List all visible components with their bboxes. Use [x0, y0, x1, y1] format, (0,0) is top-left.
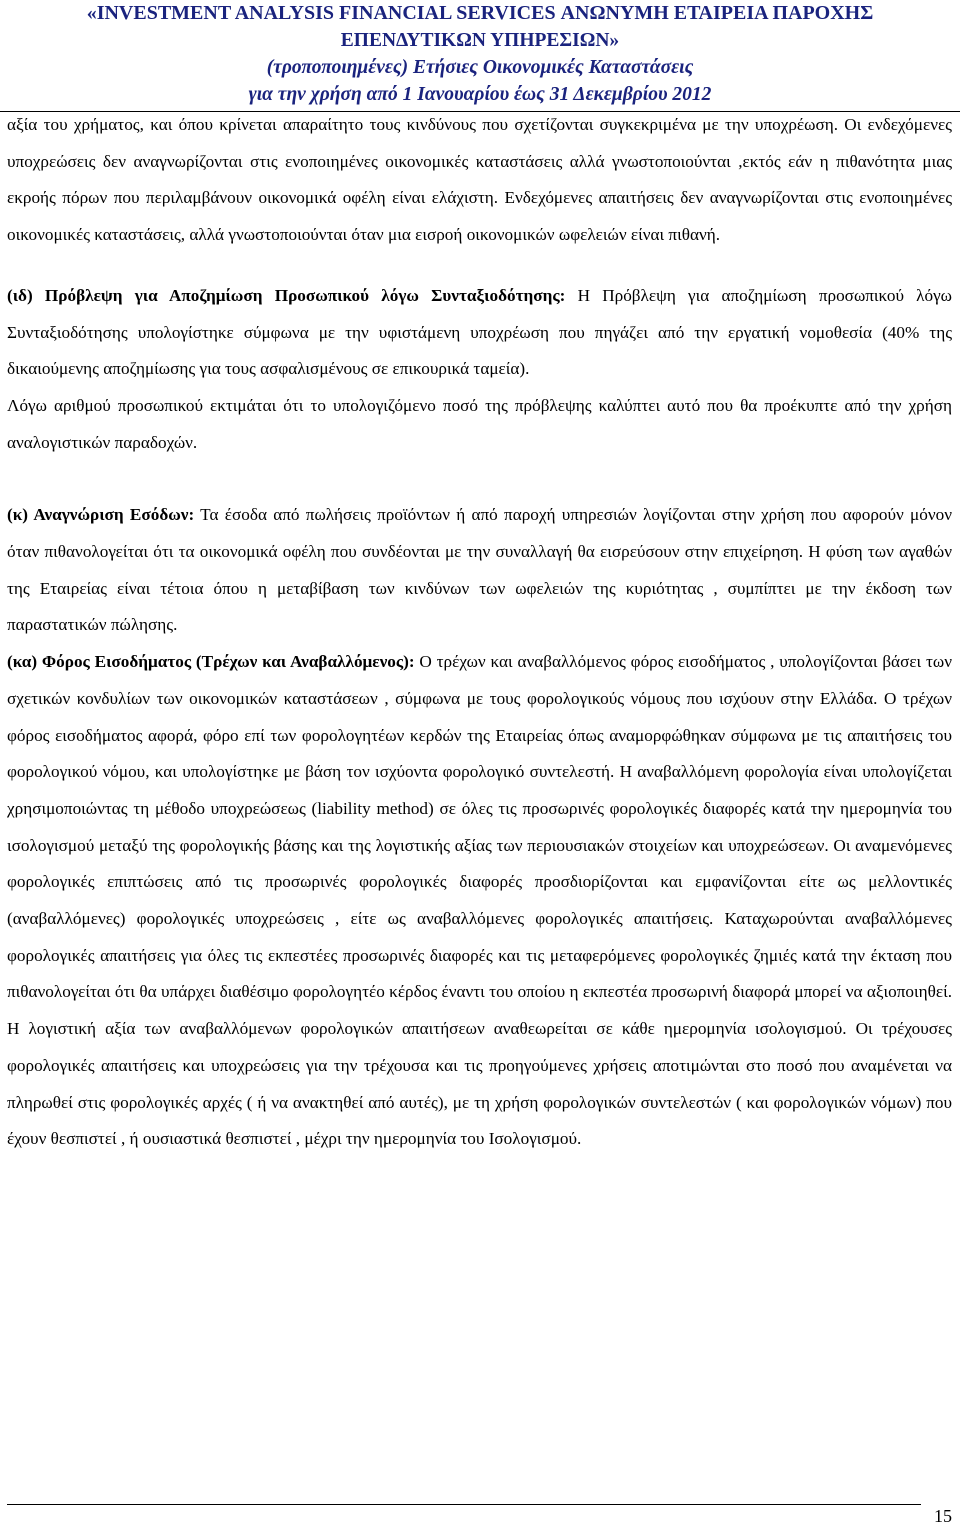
page-number: 15	[934, 1506, 952, 1526]
header-report-title: (τροποποιημένες) Ετήσιες Οικονομικές Καταστάσεις	[266, 57, 694, 78]
paragraph-contingencies: αξία του χρήματος, και όπου κρίνεται απαραίτητο τους κινδύνους που σχετίζονται συγκεκριμένα με την υποχρέωση. Οι ενδεχόμενες υποχρεώσεις δεν αναγνωρίζονται στις ενοποιημένες οικονομικές καταστάσεις αλλά γνωστοποιούνται ,εκτός εάν η πιθανότητα μιας εκροής πόρων που περιλαμβάνουν οικονομικά οφέλη είναι ελάχιστη. Ενδεχόμενες απαιτήσεις δεν αναγνωρίζονται στις ενοποιημένες οικονομικές καταστάσεις, αλλά γνωστοποιούνται όταν μια εισροή οικονομικών ωφελειών είναι πιθανή.	[7, 115, 952, 245]
header-company-name-cont: ΕΠΕΝΔΥΤΙΚΩΝ ΥΠΗΡΕΣΙΩΝ»	[340, 30, 620, 51]
section-text-retirement: Η Πρόβλεψη για αποζημίωση προσωπικού λόγω Συνταξιοδότησης υπολογίστηκε σύμφωνα με την υφιστάμενη υποχρέωση που πηγάζει από την εργατική νομοθεσία (40% της δικαιούμενης αποζημίωσης για τους ασφαλισμένους σε επικουρικά ταμεία).	[7, 285, 952, 379]
page-header	[0, 0, 960, 108]
footer-divider	[7, 1504, 921, 1505]
paragraph-revenue-recognition	[7, 497, 952, 644]
paragraph-income-tax	[7, 644, 952, 1158]
paragraph-actuarial: Λόγω αριθμού προσωπικού εκτιμάται ότι το υπολογιζόμενο ποσό της πρόβλεψης καλύπτει αυτό που θα προέκυπτε από την χρήση αναλογιστικών παραδοχών.	[7, 395, 952, 452]
section-text-income-tax: Ο τρέχων και αναβαλλόμενος φόρος εισοδήματος , υπολογίζονται βάσει των σχετικών κονδυλίων των οικονομικών καταστάσεων , σύμφωνα με τους φορολογικούς νόμους που ισχύουν στην Ελλάδα. Ο τρέχων φόρος εισοδήματος αφορά, φόρο επί των φορολογητέων κερδών της Εταιρείας όπως αναμορφώθηκαν σύμφωνα με τις απαιτήσεις του φορολογικού νόμου, και υπολογίστηκε με βάση τον ισχύοντα φορολογικό συντελεστή. Η αναβαλλόμενη φορολογία είναι υπολογίζεται χρησιμοποιώντας τη μέθοδο υποχρεώσεως (liability method) σε όλες τις προσωρινές φορολογικές διαφορές κατά την ημερομηνία του ισολογισμού μεταξύ της φορολογικής βάσης και της λογιστικής αξίας των περιουσιακών στοιχείων και υποχρεώσεων. Οι αναμενόμενες φορολογικές επιπτώσεις από τις προσωρινές φορολογικές διαφορές προσδιορίζονται και εμφανίζονται είτε ως μελλοντικές (αναβαλλόμενες) φορολογικές υποχρεώσεις , είτε ως αναβαλλόμενες φορολογικές απαιτήσεις. Καταχωρούνται αναβαλλόμενες φορολογικές απαιτήσεις για όλες τις εκπεστέες προσωρινές διαφορές και τις μεταφερόμενες φορολογικές ζημιές κατά την έκταση που πιθανολογείται ότι θα υπάρχει διαθέσιμο φορολογητέο κέρδος έναντι του οποίου η εκπεστέα προσωρινή διαφορά μπορεί να αξιοποιηθεί. Η λογιστική αξία των αναβαλλόμενων φορολογικών απαιτήσεων αναθεωρείται σε κάθε ημερομηνία ισολογισμού. Οι τρέχουσες φορολογικές απαιτήσεις και υποχρεώσεις για την τρέχουσα και τις προηγούμενες χρήσεις αποτιμώνται στο ποσό που αναμένεται να πληρωθεί στις φορολογικές αρχές ( ή να ανακτηθεί από αυτές), με τη χρήση φορολογικών συντελεστών ( και φορολογικών νόμων) που έχουν θεσπιστεί , ή ουσιαστικά θεσπιστεί , μέχρι την ημερομηνία του Ισολογισμού.	[7, 652, 952, 1149]
header-period: για την χρήση από 1 Ιανουαρίου έως 31 Δεκεμβρίου 2012	[248, 84, 712, 105]
paragraph-retirement-provision	[7, 278, 952, 388]
document-body	[7, 107, 952, 1158]
section-text-revenue: Τα έσοδα από πωλήσεις προϊόντων ή από παροχή υπηρεσιών λογίζονται στην χρήση που αφορούν μόνον όταν πιθανολογείται ότι τα οικονομικά οφέλη που συνδέονται με την συναλλαγή θα εισρεύσουν στην επιχείρηση. Η φύση των αγαθών της Εταιρείας είναι τέτοια όπου η μεταβίβαση των κινδύνων των ωφελειών της κυριότητας , συμπίπτει με την έκδοση των παραστατικών πώλησης.	[7, 505, 952, 635]
header-company-name: «INVESTMENT ANALYSIS FINANCIAL SERVICES ΑΝΩΝΥΜΗ ΕΤΑΙΡΕΙΑ ΠΑΡΟΧΗΣ	[86, 2, 874, 24]
section-heading-retirement: (ιδ) Πρόβλεψη για Αποζημίωση Προσωπικού λόγω Συνταξιοδότησης:	[7, 285, 566, 305]
section-heading-income-tax: (κα) Φόρος Εισοδήματος (Τρέχων και Αναβαλλόμενος):	[7, 652, 415, 672]
section-heading-revenue: (κ) Αναγνώριση Εσόδων:	[7, 505, 195, 525]
